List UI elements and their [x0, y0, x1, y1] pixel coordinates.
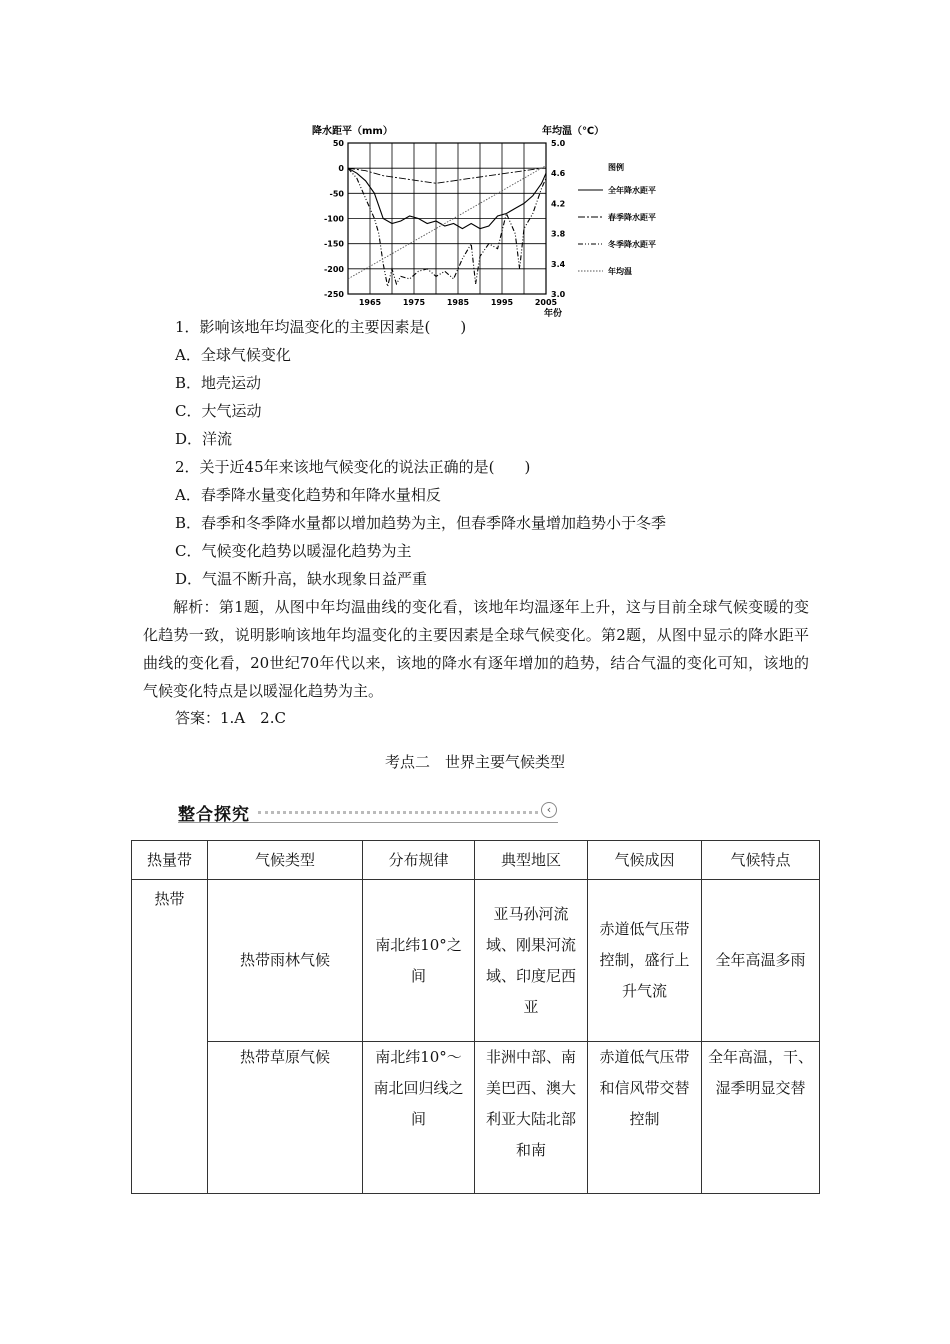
left-axis-label: 降水距平（mm）: [312, 126, 393, 137]
header-cell: 热量带: [132, 841, 208, 880]
q1-option-d: D．洋流: [175, 430, 233, 448]
section-title: 考点二 世界主要气候类型: [384, 753, 565, 771]
climate-chart: [300, 118, 680, 318]
legend-label: 年均温: [608, 267, 632, 276]
cause-cell: 赤道低气压带和信风带交替控制: [588, 1042, 702, 1194]
legend-label: 冬季降水距平: [608, 240, 656, 249]
chart-legend: [578, 162, 656, 276]
header-cell: 分布规律: [363, 841, 475, 880]
y-left-tick-label: 50: [332, 139, 344, 148]
q2-stem: 2．关于近45年来该地气候变化的说法正确的是( ): [175, 458, 531, 476]
y-left-tick-label: -100: [323, 214, 344, 224]
header-cell: 气候类型: [208, 841, 363, 880]
header-cell: 典型地区: [475, 841, 588, 880]
cause-cell: 赤道低气压带控制，盛行上升气流: [588, 880, 702, 1042]
y-left-tick-label: -200: [323, 264, 344, 274]
x-tick-label: 2005: [534, 298, 558, 307]
legend-label: 春季降水距平: [608, 213, 656, 222]
table-header-row: [132, 841, 820, 880]
banner-title: 整合探究: [178, 805, 250, 825]
region-cell: 非洲中部、南美巴西、澳大利亚大陆北部和南: [475, 1042, 588, 1194]
feature-cell: 全年高温，干、湿季明显交替: [702, 1042, 820, 1194]
banner-underline: [178, 822, 558, 823]
x-tick-label: 1965: [358, 298, 382, 307]
q2-option-b: B．春季和冬季降水量都以增加趋势为主，但春季降水量增加趋势小于冬季: [175, 514, 667, 532]
q2-option-c: C．气候变化趋势以暖湿化趋势为主: [175, 542, 412, 560]
x-axis-label: 年份: [544, 309, 563, 318]
x-tick-label: 1975: [402, 298, 426, 307]
q1-option-c: C．大气运动: [175, 402, 262, 420]
x-tick-label: 1985: [446, 298, 470, 307]
table-row: [132, 880, 820, 1042]
type-cell: 热带雨林气候: [208, 880, 363, 1042]
y-right-tick-label: 4.6: [551, 169, 566, 179]
chart-grid: [348, 143, 546, 294]
region-cell: 亚马孙河流域、刚果河流域、印度尼西亚: [475, 880, 588, 1042]
dist-cell: 南北纬10°～南北回归线之间: [363, 1042, 475, 1194]
legend-label: 全年降水距平: [608, 186, 656, 195]
header-cell: 气候成因: [588, 841, 702, 880]
zone-cell: 热带: [132, 880, 208, 1194]
analysis-paragraph: 解析：第1题，从图中年均温曲线的变化看，该地年均温逐年上升，这与目前全球气候变暖的变化趋势一致，说明影响该地年均温变化的主要因素是全球气候变化。第2题，从图中显示的降水距平曲线的变化看，20世纪70年代以来，该地的降水有逐年增加的趋势，结合气温的变化可知，该地的气候变化特点是以暖湿化趋势为主。: [143, 598, 809, 700]
y-right-tick-label: 4.2: [551, 199, 566, 209]
y-right-tick-label: 3.8: [551, 229, 566, 239]
q1-option-b: B．地壳运动: [175, 374, 262, 392]
q1-stem: 1．影响该地年均温变化的主要因素是( ): [175, 318, 467, 336]
chart-series: [348, 166, 546, 287]
y-left-tick-label: -50: [329, 189, 344, 199]
dist-cell: 南北纬10°之间: [363, 880, 475, 1042]
section-banner: [178, 800, 558, 824]
series-line: [348, 168, 546, 183]
feature-cell: 全年高温多雨: [702, 880, 820, 1042]
table-row: [132, 1042, 820, 1194]
q2-option-a: A．春季降水量变化趋势和年降水量相反: [175, 486, 441, 504]
y-left-tick-label: -250: [323, 290, 344, 299]
series-line: [348, 168, 546, 228]
y-left-tick-label: 0: [338, 164, 344, 174]
right-axis-label: 年均温（℃）: [542, 126, 605, 137]
answer-line: 答案：1.A 2.C: [175, 709, 286, 727]
y-right-tick-label: 3.0: [551, 290, 566, 299]
legend-title: 图例: [608, 163, 624, 172]
q2-option-d: D．气温不断升高，缺水现象日益严重: [175, 570, 428, 588]
y-right-tick-label: 3.4: [551, 259, 566, 269]
header-cell: 气候特点: [702, 841, 820, 880]
x-tick-label: 1995: [490, 298, 514, 307]
series-line: [348, 166, 546, 279]
climate-table: [131, 840, 820, 1194]
chevron-left-icon: ‹: [541, 802, 557, 818]
q1-option-a: A．全球气候变化: [175, 346, 291, 364]
y-left-tick-label: -150: [323, 239, 344, 249]
y-right-tick-label: 5.0: [551, 139, 566, 148]
banner-dots: [258, 811, 538, 814]
type-cell: 热带草原气候: [208, 1042, 363, 1194]
